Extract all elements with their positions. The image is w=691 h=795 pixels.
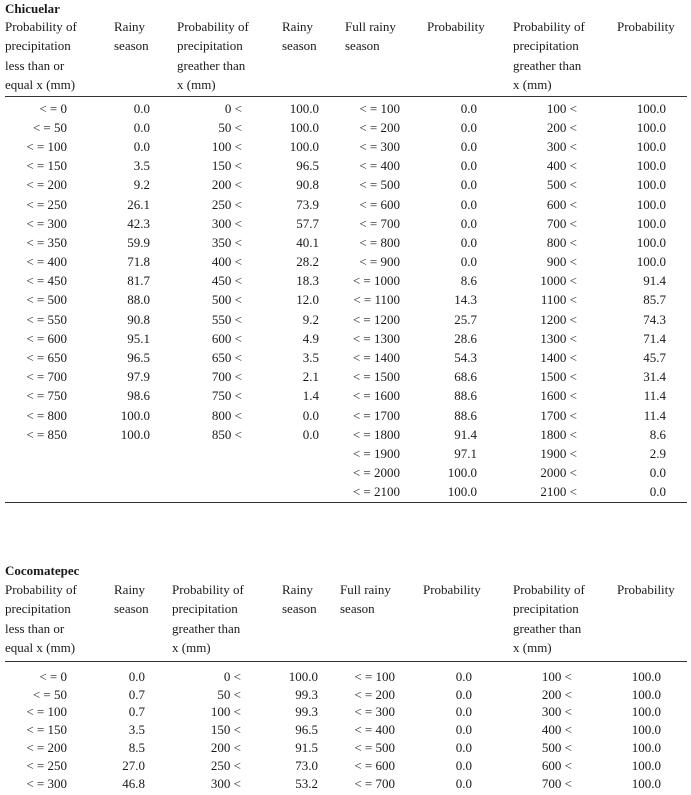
column-header: Probability [617,19,675,34]
cell-full-season-greater-x: 300 < [541,704,572,720]
cell-greater-x: 0 < [224,100,242,116]
cell-full-season-less-equal-x: < = 1400 [352,350,400,366]
table-row [0,137,666,156]
cell-full-season-less-equal-x: < = 1500 [352,369,400,385]
cell-full-season-prob-greater: 85.7 [643,292,666,308]
cell-rainy-season-prob: 0.7 [128,686,145,702]
cell-greater-x: 700 < [211,369,242,385]
cell-less-equal-x: < = 650 [26,350,67,366]
table-row [0,483,666,502]
cell-greater-x: 100 < [210,704,241,720]
cell-greater-x: 50 < [217,686,241,702]
cell-full-season-prob-greater: 100.0 [636,254,666,270]
cell-full-season-prob-greater: 74.3 [643,311,666,327]
table-row [0,214,666,233]
cell-full-season-prob-greater: 100.0 [631,686,661,702]
column-header: Probability of precipitation greather than x (mm) [177,19,249,93]
cell-full-season-prob-greater: 100.0 [631,757,661,773]
cell-full-season-prob-greater: 100.0 [636,158,666,174]
cell-rainy-season-prob-greater: 99.3 [295,686,318,702]
cell-rainy-season-prob: 0.0 [133,138,150,154]
cell-less-equal-x: < = 150 [26,158,67,174]
cell-full-season-greater-x: 1800 < [540,426,577,442]
cell-rainy-season-prob-greater: 100.0 [289,100,319,116]
cell-rainy-season-prob: 88.0 [127,292,150,308]
cell-rainy-season-prob-greater: 18.3 [296,273,319,289]
cell-rainy-season-prob-greater: 96.5 [295,722,318,738]
cell-full-season-prob-greater: 31.4 [643,369,666,385]
cell-greater-x: 50 < [218,119,242,135]
cell-full-season-greater-x: 100 < [541,668,572,684]
cell-full-season-prob-greater: 0.0 [649,484,666,500]
cell-less-equal-x: < = 300 [26,215,67,231]
cell-full-season-less-equal-x: < = 500 [359,177,400,193]
cell-rainy-season-prob: 9.2 [133,177,150,193]
cell-less-equal-x: < = 100 [26,138,67,154]
cell-greater-x: 750 < [211,388,242,404]
cell-full-season-prob: 0.0 [460,177,477,193]
bottom-rule [5,502,687,503]
cell-full-season-prob: 0.0 [455,686,472,702]
cell-rainy-season-prob: 95.1 [127,330,150,346]
table-row [0,444,666,463]
cell-full-season-prob: 54.3 [454,350,477,366]
column-header: Rainy season [114,582,149,617]
column-header: Probability of precipitation greather than x (mm) [513,19,585,93]
cell-rainy-season-prob: 81.7 [127,273,150,289]
cell-full-season-less-equal-x: < = 600 [354,757,395,773]
column-header: Full rainy season [345,19,396,54]
cell-rainy-season-prob-greater: 73.0 [295,757,318,773]
cell-rainy-season-prob [67,464,150,483]
cell-full-season-less-equal-x: < = 1100 [353,292,400,308]
cell-less-equal-x: < = 600 [26,330,67,346]
cell-less-equal-x: < = 50 [32,686,67,702]
cell-full-season-prob-greater: 100.0 [636,215,666,231]
cell-greater-x: 400 < [211,254,242,270]
cell-full-season-prob-greater: 8.6 [649,426,666,442]
cell-full-season-prob: 0.0 [455,740,472,756]
table-row [0,387,666,406]
table-row [0,233,666,252]
cell-rainy-season-prob [67,444,150,463]
cell-full-season-greater-x: 200 < [541,686,572,702]
cell-less-equal-x [0,464,67,483]
cell-full-season-greater-x: 2100 < [540,484,577,500]
cell-less-equal-x [0,483,67,502]
cell-less-equal-x: < = 800 [26,407,67,423]
table-row [0,329,666,348]
cell-greater-x: 650 < [211,350,242,366]
cell-full-season-prob: 14.3 [454,292,477,308]
cell-greater-x: 450 < [211,273,242,289]
cell-full-season-greater-x: 1400 < [540,350,577,366]
cell-full-season-less-equal-x: < = 300 [359,138,400,154]
cell-full-season-less-equal-x: < = 500 [354,740,395,756]
cell-full-season-less-equal-x: < = 1200 [352,311,400,327]
cell-less-equal-x: < = 200 [26,177,67,193]
cell-full-season-less-equal-x: < = 100 [354,668,395,684]
cell-full-season-greater-x: 500 < [546,177,577,193]
cell-full-season-prob-greater: 100.0 [631,775,661,791]
table-row [0,721,661,739]
column-header: Full rainy season [340,582,391,617]
cell-full-season-greater-x: 700 < [541,775,572,791]
cell-less-equal-x: < = 750 [26,388,67,404]
cell-greater-x: 300 < [210,775,241,791]
cell-rainy-season-prob: 46.8 [122,775,145,791]
cell-full-season-prob: 100.0 [447,484,477,500]
cell-full-season-prob: 25.7 [454,311,477,327]
cell-full-season-prob: 0.0 [460,158,477,174]
cell-rainy-season-prob-greater: 2.1 [302,369,319,385]
cell-less-equal-x: < = 150 [26,722,67,738]
table-row [0,348,666,367]
table-row [0,310,666,329]
cell-rainy-season-prob-greater: 99.3 [295,704,318,720]
cell-full-season-prob: 100.0 [447,465,477,481]
table-row [0,757,661,775]
cell-full-season-greater-x: 1300 < [540,330,577,346]
cell-less-equal-x [0,444,67,463]
table-row [0,291,666,310]
cell-full-season-less-equal-x: < = 400 [354,722,395,738]
cell-full-season-prob-greater: 91.4 [643,273,666,289]
table-row [0,775,661,793]
cell-full-season-prob-greater: 100.0 [636,138,666,154]
cell-full-season-greater-x: 2000 < [540,465,577,481]
data-table [0,668,661,793]
cell-full-season-less-equal-x: < = 2000 [352,465,400,481]
cell-greater-x [150,483,242,502]
cell-greater-x: 250 < [211,196,242,212]
cell-rainy-season-prob: 27.0 [122,757,145,773]
cell-less-equal-x: < = 400 [26,254,67,270]
cell-greater-x: 850 < [211,426,242,442]
cell-greater-x [150,464,242,483]
cell-full-season-prob: 91.4 [454,426,477,442]
cell-less-equal-x: < = 0 [39,100,67,116]
cell-full-season-prob-greater: 100.0 [636,177,666,193]
cell-full-season-prob-greater: 100.0 [636,234,666,250]
cell-full-season-less-equal-x: < = 1700 [352,407,400,423]
cell-full-season-prob: 28.6 [454,330,477,346]
cell-full-season-greater-x: 1600 < [540,388,577,404]
cell-rainy-season-prob-greater: 57.7 [296,215,319,231]
cell-less-equal-x: < = 100 [26,704,67,720]
cell-rainy-season-prob-greater: 100.0 [289,138,319,154]
cell-full-season-greater-x: 1500 < [540,369,577,385]
cell-greater-x: 550 < [211,311,242,327]
cell-rainy-season-prob: 42.3 [127,215,150,231]
cell-full-season-less-equal-x: < = 900 [359,254,400,270]
column-header: Probability of precipitation less than or equal x (mm) [5,19,77,93]
cell-full-season-prob-greater: 11.4 [643,407,666,423]
cell-less-equal-x: < = 550 [26,311,67,327]
data-table [0,99,666,502]
cell-less-equal-x: < = 200 [26,740,67,756]
cell-full-season-greater-x: 900 < [546,254,577,270]
table-row [0,739,661,757]
cell-full-season-less-equal-x: < = 1800 [352,426,400,442]
cell-rainy-season-prob-greater: 9.2 [302,311,319,327]
table-row [0,157,666,176]
cell-rainy-season-prob: 3.5 [128,722,145,738]
table-row [0,99,666,118]
cell-full-season-less-equal-x: < = 1600 [352,388,400,404]
table-row [0,253,666,272]
cell-full-season-greater-x: 1000 < [540,273,577,289]
cell-full-season-less-equal-x: < = 2100 [352,484,400,500]
cell-rainy-season-prob-greater: 96.5 [296,158,319,174]
table-row [0,464,666,483]
column-header: Probability [423,582,481,597]
cell-full-season-prob-greater: 71.4 [643,330,666,346]
column-header: Probability of precipitation greather than x (mm) [513,582,585,656]
cell-rainy-season-prob-greater: 53.2 [295,775,318,791]
cell-full-season-prob: 97.1 [454,445,477,461]
cell-full-season-prob-greater: 11.4 [643,388,666,404]
cell-full-season-prob-greater: 100.0 [636,100,666,116]
column-header: Probability [427,19,485,34]
cell-full-season-prob-greater: 100.0 [636,196,666,212]
column-header: Rainy season [282,19,317,54]
cell-greater-x: 100 < [211,138,242,154]
cell-greater-x: 200 < [211,177,242,193]
cell-greater-x: 0 < [223,668,241,684]
cell-full-season-prob: 0.0 [460,100,477,116]
cell-rainy-season-prob: 98.6 [127,388,150,404]
cell-full-season-prob: 0.0 [455,775,472,791]
cell-full-season-prob-greater: 100.0 [631,740,661,756]
cell-full-season-less-equal-x: < = 700 [359,215,400,231]
cell-full-season-less-equal-x: < = 1300 [352,330,400,346]
cell-less-equal-x: < = 50 [32,119,67,135]
cell-full-season-prob-greater: 0.0 [649,465,666,481]
cell-rainy-season-prob: 100.0 [120,407,150,423]
cell-full-season-greater-x: 700 < [546,215,577,231]
cell-greater-x: 250 < [210,757,241,773]
cell-full-season-greater-x: 400 < [546,158,577,174]
cell-full-season-greater-x: 200 < [546,119,577,135]
cell-rainy-season-prob: 59.9 [127,234,150,250]
cell-rainy-season-prob: 96.5 [127,350,150,366]
cell-full-season-greater-x: 1900 < [540,445,577,461]
cell-full-season-prob: 0.0 [460,215,477,231]
cell-greater-x: 350 < [211,234,242,250]
cell-greater-x: 150 < [210,722,241,738]
table-row [0,668,661,686]
cell-full-season-prob-greater: 45.7 [643,350,666,366]
station-title: Chicuelar [5,1,60,16]
cell-full-season-prob: 68.6 [454,369,477,385]
cell-full-season-prob: 0.0 [455,722,472,738]
column-header: Probability of precipitation greather than x (mm) [172,582,244,656]
cell-full-season-greater-x: 400 < [541,722,572,738]
table-row [0,195,666,214]
cell-full-season-greater-x: 800 < [546,234,577,250]
cell-rainy-season-prob-greater: 100.0 [289,119,319,135]
cell-rainy-season-prob: 8.5 [128,740,145,756]
cell-full-season-greater-x: 100 < [546,100,577,116]
cell-rainy-season-prob-greater: 4.9 [302,330,319,346]
cell-full-season-greater-x: 1700 < [540,407,577,423]
column-header: Rainy season [114,19,149,54]
cell-full-season-less-equal-x: < = 800 [359,234,400,250]
cell-greater-x: 800 < [211,407,242,423]
cell-rainy-season-prob-greater [242,444,319,463]
cell-rainy-season-prob: 3.5 [133,158,150,174]
cell-full-season-prob: 0.0 [460,119,477,135]
cell-rainy-season-prob: 100.0 [120,426,150,442]
cell-rainy-season-prob-greater [242,464,319,483]
cell-rainy-season-prob-greater: 91.5 [295,740,318,756]
cell-rainy-season-prob-greater: 1.4 [302,388,319,404]
cell-rainy-season-prob: 97.9 [127,369,150,385]
cell-rainy-season-prob-greater: 73.9 [296,196,319,212]
cell-full-season-prob: 0.0 [455,668,472,684]
cell-less-equal-x: < = 300 [26,775,67,791]
cell-full-season-prob: 8.6 [460,273,477,289]
cell-full-season-less-equal-x: < = 200 [359,119,400,135]
cell-full-season-less-equal-x: < = 1900 [352,445,400,461]
cell-less-equal-x: < = 350 [26,234,67,250]
cell-full-season-prob-greater: 100.0 [631,668,661,684]
cell-full-season-greater-x: 1200 < [540,311,577,327]
cell-full-season-greater-x: 300 < [546,138,577,154]
cell-less-equal-x: < = 250 [26,196,67,212]
cell-full-season-less-equal-x: < = 1000 [352,273,400,289]
cell-full-season-prob: 0.0 [460,138,477,154]
cell-rainy-season-prob: 0.7 [128,704,145,720]
cell-full-season-prob: 0.0 [455,704,472,720]
cell-greater-x: 600 < [211,330,242,346]
cell-rainy-season-prob-greater: 90.8 [296,177,319,193]
cell-rainy-season-prob-greater: 3.5 [302,350,319,366]
station-title: Cocomatepec [5,563,80,578]
cell-full-season-greater-x: 600 < [541,757,572,773]
cell-rainy-season-prob: 0.0 [128,668,145,684]
header-rule [5,96,687,97]
cell-rainy-season-prob: 71.8 [127,254,150,270]
cell-greater-x: 200 < [210,740,241,756]
table-row [0,425,666,444]
cell-full-season-prob: 0.0 [455,757,472,773]
cell-rainy-season-prob-greater: 28.2 [296,254,319,270]
cell-less-equal-x: < = 500 [26,292,67,308]
cell-rainy-season-prob-greater: 0.0 [302,407,319,423]
cell-full-season-less-equal-x: < = 400 [359,158,400,174]
cell-full-season-prob-greater: 2.9 [649,445,666,461]
cell-full-season-prob: 88.6 [454,407,477,423]
column-header: Probability of precipitation less than or equal x (mm) [5,582,77,656]
cell-less-equal-x: < = 700 [26,369,67,385]
cell-greater-x: 500 < [211,292,242,308]
table-row [0,176,666,195]
column-header: Rainy season [282,582,317,617]
cell-rainy-season-prob: 0.0 [133,119,150,135]
cell-less-equal-x: < = 250 [26,757,67,773]
table-row [0,368,666,387]
cell-full-season-prob: 0.0 [460,234,477,250]
cell-rainy-season-prob-greater: 12.0 [296,292,319,308]
cell-full-season-prob: 0.0 [460,254,477,270]
cell-less-equal-x: < = 0 [39,668,67,684]
cell-full-season-prob: 88.6 [454,388,477,404]
cell-rainy-season-prob-greater: 100.0 [288,668,318,684]
cell-greater-x: 150 < [211,158,242,174]
table-row [0,406,666,425]
cell-full-season-prob-greater: 100.0 [636,119,666,135]
cell-less-equal-x: < = 850 [26,426,67,442]
cell-full-season-prob-greater: 100.0 [631,722,661,738]
table-row [0,704,661,722]
cell-full-season-prob: 0.0 [460,196,477,212]
cell-rainy-season-prob [67,483,150,502]
cell-rainy-season-prob-greater: 0.0 [302,426,319,442]
cell-full-season-less-equal-x: < = 600 [359,196,400,212]
cell-greater-x: 300 < [211,215,242,231]
cell-rainy-season-prob: 0.0 [133,100,150,116]
cell-greater-x [150,444,242,463]
cell-full-season-greater-x: 500 < [541,740,572,756]
cell-full-season-greater-x: 600 < [546,196,577,212]
column-header: Probability [617,582,675,597]
cell-full-season-less-equal-x: < = 300 [354,704,395,720]
cell-full-season-less-equal-x: < = 100 [359,100,400,116]
cell-rainy-season-prob: 26.1 [127,196,150,212]
cell-full-season-less-equal-x: < = 700 [354,775,395,791]
table-row [0,272,666,291]
cell-rainy-season-prob: 90.8 [127,311,150,327]
table-row [0,118,666,137]
cell-less-equal-x: < = 450 [26,273,67,289]
table-row [0,686,661,704]
header-rule [5,661,687,662]
cell-rainy-season-prob-greater [242,483,319,502]
cell-full-season-greater-x: 1100 < [540,292,577,308]
cell-full-season-prob-greater: 100.0 [631,704,661,720]
cell-full-season-less-equal-x: < = 200 [354,686,395,702]
cell-rainy-season-prob-greater: 40.1 [296,234,319,250]
